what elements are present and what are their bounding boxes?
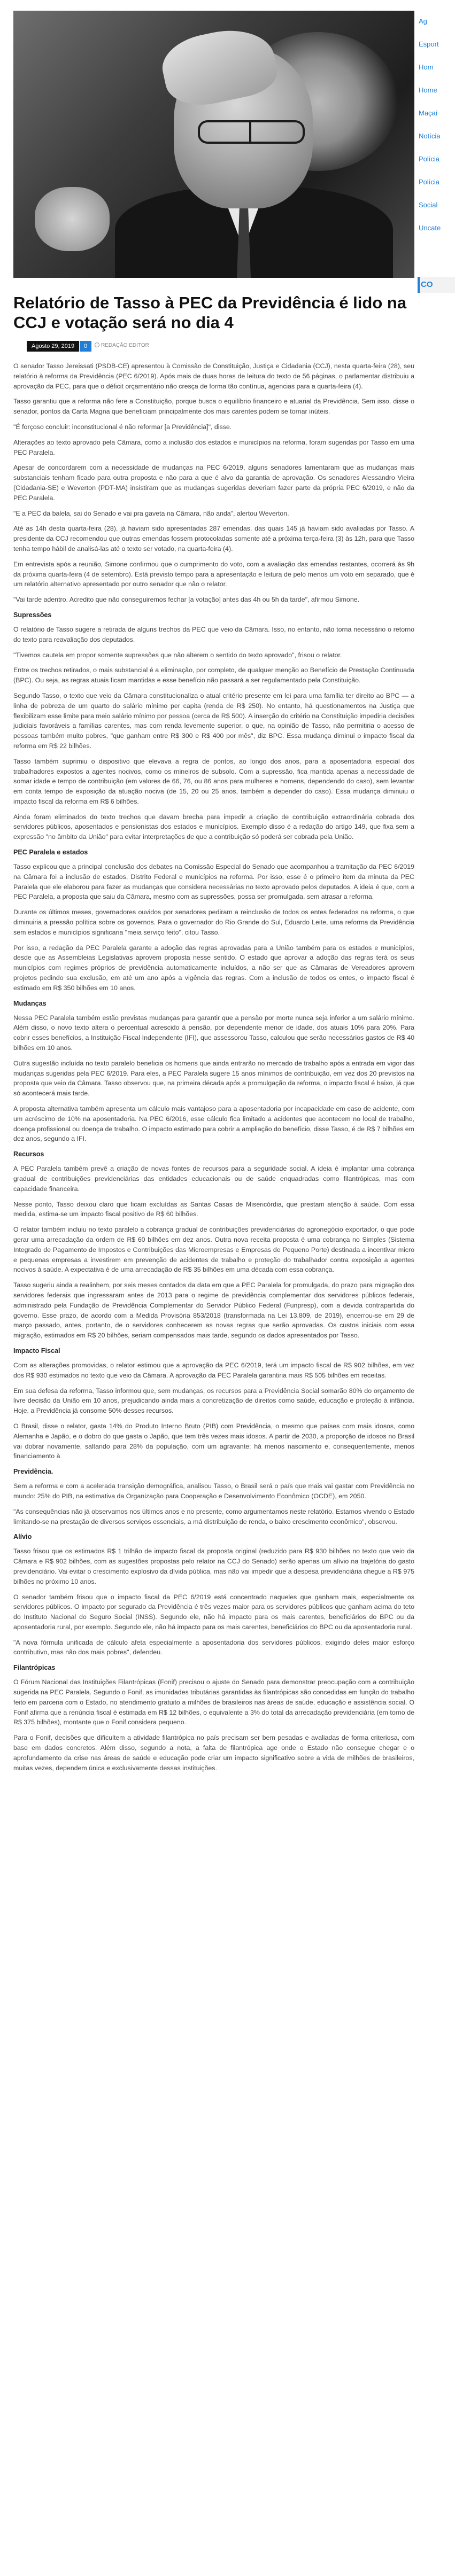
sidebar	[414, 0, 455, 2576]
comment-count-badge[interactable]: 0	[80, 341, 91, 352]
article-paragraph: Tasso garantiu que a reforma não fere a Constituição, porque busca o equilíbrio financeiro e atuarial da Previdência. Sem isso, disse o senador, pontos da Carta Magna que beneficiam principalmente dos mais carentes podem se tornar inúteis.	[13, 398, 414, 416]
article-paragraph: Segundo Tasso, o texto que veio da Câmara constitucionaliza o atual critério presente em lei para uma família ter direito ao BPC — a linha de pobreza de um quarto do salário mínimo per capita (renda de R$ 250). No entanto, há questionamentos na Justiça que flexibilizam esse limite para meio salário mínimo por pessoa (cerca de R$ 500). A inserção do critério na Constituição impediria decisões judiciais favoráveis a famílias carentes, mas com renda levemente superior, o que, na opinião de Tasso, não permitiria o acesso de pessoas também muito pobres, "que ganham entre R$ 300 e R$ 400 por mês", diz BPC. Essa mudança diminui o impacto fiscal da reforma em R$ 22 bilhões.	[13, 691, 414, 750]
author-link[interactable]: REDAÇÃO EDITOR	[95, 343, 149, 348]
sidebar-category-link[interactable]: Uncate	[419, 224, 441, 232]
section-heading: PEC Paralela e estados	[13, 849, 88, 857]
article-paragraph: "E a PEC da balela, sai do Senado e vai pra gaveta na Câmara, não anda", alertou Weverton.	[13, 509, 289, 517]
article-paragraph: Tasso sugeriu ainda a realinhem, por seis meses contados da data em que a PEC Paralela for promulgada, do prazo para migração dos servidores federais que ingressaram antes de 2013 para o regime de previdência complementar dos servidores públicos federais, administrado pela Fundação de Previdência Complementar do Servidor Público Federal (Funpresp), com a devida contrapartida do governo. Esse prazo, de acordo com a Medida Provisória 853/2018 (transformada na Lei 13.809, de 2019), encerrou-se em 29 de março passado, antes, portanto, de o servidores conhecerem as novas regras que serão aprovadas. Os custos iniciais com essa migração, estimados em R$ 20 bilhões, seriam compensados mais tarde, segundo os dados apresentados por Tasso.	[13, 1281, 414, 1340]
article-body	[13, 361, 414, 1778]
article-paragraph: Para o Fonif, decisões que dificultem a atividade filantrópica no país precisam ser bem pesadas e avaliadas de forma criteriosa, com base em dados concretos. Além disso, segundo a nota, a falta de filantrópica age onde o Estado não consegue chegar e o aprofundamento da crise nas áreas de saúde e educação pode criar um impacto significativo sobre a vida de milhões de brasileiros, muitas vezes, dependem única e exclusivamente dessas instituições.	[13, 1734, 414, 1772]
article-paragraph: "A nova fórmula unificada de cálculo afeta especialmente a aposentadoria dos servidores públicos, exigindo deles maior esforço contributivo, mas não dos mais pobres", defendeu.	[13, 1638, 414, 1656]
article-paragraph: A proposta alternativa também apresenta um cálculo mais vantajoso para a aposentadoria por incapacidade em caso de acidente, com um acréscimo de 10% na aposentadoria. Na PEC 6/2016, esse cálculo fica limitado a acidentes que acontecem no local de trabalho, doença profissional ou doença de trabalho. O impacto estimado para cobrir a ampliação do benefício, disse Tasso, é de R$ 7 bilhões em dez anos, segundo a IFI.	[13, 1105, 414, 1143]
sidebar-category-link[interactable]: Notícia	[419, 132, 441, 140]
sidebar-category-list	[414, 16, 455, 246]
date-badge: Agosto 29, 2019	[27, 341, 79, 352]
article-paragraph: O Fórum Nacional das Instituições Filantrópicas (Fonif) precisou o ajuste do Senado para demonstrar preocupação com a contribuição sugerida na PEC Paralela. Segundo o Fonif, as imunidades tributárias garantidas às filantrópicas são concedidas em função do trabalho feito em parceria com o Estado, no atendimento gratuito a milhões de brasileiros nas áreas de saúde, educação e assistência social. O Fonif afirma que a renúncia fiscal é estimada em R$ 12 bilhões, o equivalente a 3% do total da arrecadação previdenciária (em torno de R$ 375 bilhões), montante que o Fonif considera pequeno.	[13, 1678, 414, 1726]
article-paragraph: O senador Tasso Jereissati (PSDB-CE) apresentou à Comissão de Constituição, Justiça e Cidadania (CCJ), nesta quarta-feira (28), seu relatório à reforma da Previdência (PEC 6/2019). Após mais de duas horas de leitura do texto de 56 páginas, o parlamentar distribuiu a aprovação da PEC, para que o déficit orçamentário não cresça de forma tão contínua, agencias para a quarta-feira (4).	[13, 362, 414, 390]
article-paragraph: Entre os trechos retirados, o mais substancial é a eliminação, por completo, de qualquer menção ao Benefício de Prestação Continuada (BPC). Ou seja, as regras atuais ficam mantidas e esse benefício não passará a ser regulamentado pela Constituição.	[13, 666, 414, 684]
user-icon	[95, 343, 99, 347]
article-paragraph: "Tivemos cautela em propor somente supressões que não alterem o sentido do texto aprovado", frisou o relator.	[13, 651, 342, 659]
article-paragraph: Em entrevista após a reunião, Simone confirmou que o cumprimento do voto, com a avaliação das emendas restantes, ocorrerá às 9h da próxima quarta-feira (4 de setembro). Está previsto tempo para a apresentação e leitura de pelo menos um voto em separado, que é um relatório alternativo apresentado por outro senador que não o relator.	[13, 560, 414, 588]
article-paragraph: Alterações ao texto aprovado pela Câmara, como a inclusão dos estados e municípios na reforma, foram sugeridas por Tasso em uma PEC Paralela.	[13, 438, 414, 456]
section-heading: Filantrópicas	[13, 1664, 56, 1672]
article-paragraph: Outra sugestão incluída no texto paralelo beneficia os homens que ainda entrarão no mercado de trabalho após a entrada em vigor das mudanças sugeridas pela PEC 6/2019. Para eles, a PEC Paralela sugere 15 anos mínimos de contribuição, em vez dos 20 previstos na proposta que veio da Câmara. Tasso observou que, na primeira década após a promulgação da reforma, o impacto fiscal é baixo, já que só acontecerá mais tarde.	[13, 1059, 414, 1098]
sidebar-section-title: CO	[421, 280, 433, 289]
sidebar-category-link[interactable]: Polícia	[419, 178, 440, 186]
sidebar-category-link[interactable]: Esport	[419, 40, 439, 48]
article-paragraph: O relatório de Tasso sugere a retirada de alguns trechos da PEC que veio da Câmara. Isso, no entanto, não torna necessário o retorno do texto para reavaliação dos deputados.	[13, 625, 414, 643]
section-heading: Supressões	[13, 611, 52, 619]
section-heading: Alívio	[13, 1533, 32, 1541]
article-paragraph: O senador também frisou que o impacto fiscal da PEC 6/2019 está concentrado naqueles que ganham mais, especialmente os servidores públicos. O impacto por segurado da Previdência é três vezes maior para os servidores públicos que ganham acima do teto do Instituto Nacional do Seguro Social (INSS). Segundo ele, não há impacto para os mais carentes, beneficiários do BPC ou da aposentadoria rural, por exemplo. Segundo ele, não há impacto para os mais carentes, beneficiários do BPC ou da aposentadoria rural.	[13, 1593, 414, 1631]
sidebar-category-link[interactable]: Polícia	[419, 155, 440, 163]
section-heading: Previdência.	[13, 1468, 53, 1476]
article-paragraph: Tasso também suprimiu o dispositivo que elevava a regra de pontos, ao longo dos anos, para a aposentadoria especial dos trabalhadores expostos a agentes nocivos, como os mineiros de subsolo. Com a supressão, fica mantida apenas a necessidade de somar idade e tempo de contribuição (em valores de 66, 76, ou 86 anos para mulheres e homens, dependendo do caso), sem levantar em conta tempo de exposição da atuação nociva (de 15, 20 ou 25 anos, também a depender do caso). Essa mudança diminuiu o impacto fiscal da reforma em R$ 6 bilhões.	[13, 757, 414, 805]
article-paragraph: Tasso frisou que os estimados R$ 1 trilhão de impacto fiscal da proposta original (reduzido para R$ 930 bilhões no texto que veio da Câmara e R$ 902 bilhões, com as sugestões propostas pelo relator na CCJ do Senado) serão apenas um alívio na trajetória do gasto previdenciário. Vai evitar o crescimento explosivo da dívida pública, mas não vai impedir que a despesa previdenciária chegue a R$ 975 bilhões no próximo 10 anos.	[13, 1547, 414, 1585]
sidebar-category-link[interactable]: Social	[419, 201, 438, 209]
section-heading: Impacto Fiscal	[13, 1347, 60, 1355]
sidebar-category-link[interactable]: Ag	[419, 17, 427, 25]
article-hero-image	[13, 11, 414, 278]
sidebar-category-link[interactable]: Home	[419, 86, 437, 94]
article-paragraph: Durante os últimos meses, governadores ouvidos por senadores pediram a reinclusão de todos os entes federados na reforma, o que diminuiria a pressão política sobre os governos. Para o governador do Rio Grande do Sul, Eduardo Leite, uma reforma da Previdência sem estados e municípios significaria "meia serviço feito", citou Tasso.	[13, 908, 414, 936]
article-title: Relatório de Tasso à PEC da Previdência é lido na CCJ e votação será no dia 4	[13, 293, 407, 332]
article-meta	[13, 341, 414, 353]
section-heading: Recursos	[13, 1150, 44, 1158]
article-paragraph: O Brasil, disse o relator, gasta 14% do Produto Interno Bruto (PIB) com Previdência, o mesmo que países com mais idosos, como Alemanha e Japão, e o dobro do que gasta o Japão, que tem três vezes mais idosos. A partir de 2030, a proporção de idosos no Brasil vai dobrar novamente, saltando para 28% da população, com um agravante: há menos nascimento e, consequentemente, menos financiamento à	[13, 1422, 414, 1460]
section-heading: Mudanças	[13, 999, 47, 1007]
article-paragraph: Nessa PEC Paralela também estão previstas mudanças para garantir que a pensão por morte nunca seja inferior a um salário mínimo. Além disso, o novo texto altera o percentual acrescido à pensão, por dependente menor de idade, dos atuais 10% para 20%. Para cobrir esses benefícios, a Instituição Fiscal Independente (IFI), que assessorou Tasso, calculou que serão necessários gastos de R$ 40 bilhões em 10 anos.	[13, 1014, 414, 1052]
sidebar-category-link[interactable]: Maçaí	[419, 109, 438, 117]
article-paragraph: Ainda foram eliminados do texto trechos que davam brecha para impedir a criação de contribuição extraordinária cobrada dos servidores públicos, aposentados e pensionistas dos estados e municípios. Exemplo disso é a redação do artigo 149, que fixa sem a expressão "no âmbito da União" para evitar interpretações de que a contribuição só poderá ser cobrada pela União.	[13, 813, 414, 841]
article-paragraph: O relator também incluiu no texto paralelo a cobrança gradual de contribuições previdenciárias do agronegócio exportador, o que pode gerar uma arrecadação da ordem de R$ 60 bilhões em dez anos. Outra nova receita proposta é uma cobrança no Simples (Sistema Integrado de Pagamento de Impostos e Contribuições das Microempresas e Empresas de Pequeno Porte) destinada a incentivar micro e pequenas empresas a investirem em prevenção de acidentes de trabalho e proteção do trabalhador contra exposição a agentes nocivos à saúde. A expectativa é de uma arrecadação de R$ 35 bilhões em uma década com essa cobrança.	[13, 1226, 414, 1274]
article-paragraph: "Vai tarde adentro. Acredito que não conseguiremos fechar [a votação] antes das 4h ou 5h da tarde", afirmou Simone.	[13, 596, 360, 604]
article-paragraph: Apesar de concordarem com a necessidade de mudanças na PEC 6/2019, alguns senadores lamentaram que as mudanças mais substanciais tenham ficado para outra proposta e não para a que é alvo da garantia de aprovação. Os senadores Alessandro Vieira (Cidadania-SE) e Weverton (PDT-MA) insistiram que as mudanças sugeridas deveriam fazer parte da própria PEC 6/2019, e não da PEC Paralela.	[13, 464, 414, 502]
article-paragraph: Até as 14h desta quarta-feira (28), já haviam sido apresentadas 287 emendas, das quais 145 já haviam sido avaliadas por Tasso. A presidente da CCJ recomendou que outras emendas fossem protocoladas somente até a próxima terça-feira (3) às 12h, para que Tasso tenha tempo hábil de analisá-las até o texto ser votado, na quarta-feira (4).	[13, 525, 414, 552]
sidebar-category-link[interactable]: Hom	[419, 63, 434, 71]
article-paragraph: Em sua defesa da reforma, Tasso informou que, sem mudanças, os recursos para a Previdência Social somarão 80% do orçamento de livre decisão da União em 10 anos, prejudicando ainda mais a concretização de direitos como saúde, educação e proteção à infância. Hoje, a Previdência já consome 50% desses recursos.	[13, 1387, 414, 1415]
article-paragraph: A PEC Paralela também prevê a criação de novas fontes de recursos para a seguridade social. A ideia é implantar uma cobrança gradual de contribuições previdenciárias das entidades educacionais ou de saúde enquadradas como filantrópicas, mas com capacidade financeira.	[13, 1165, 414, 1193]
article-paragraph: Por isso, a redação da PEC Paralela garante a adoção das regras aprovadas para a União também para os estados e municípios, desde que as Assembleias Legislativas aprovem proposta nesse sentido. O estado que aprovar a adoção das regras terá os seus municípios com regimes próprios de previdência automaticamente incluídos, a não ser que as Câmaras de Vereadores aprovem projetos pedindo sua exclusão, em até um ano após a vigência das regras. Com a inclusão de todos os entes, o impacto fiscal é estimado em R$ 350 bilhões em 10 anos.	[13, 944, 414, 992]
article-paragraph: Com as alterações promovidas, o relator estimou que a aprovação da PEC 6/2019, terá um impacto fiscal de R$ 902 bilhões, em vez dos R$ 930 estimados no texto que veio da Câmara. A aprovação da PEC Paralela garantiria mais R$ 505 bilhões em receitas.	[13, 1361, 414, 1379]
article-paragraph: Tasso explicou que a principal conclusão dos debates na Comissão Especial do Senado que acompanhou a tramitação da PEC 6/2019 na Câmara foi a inclusão de estados, Distrito Federal e municípios na reforma. Por isso, esse é o primeiro item da minuta da PEC Paralela que ele elaborou para fazer as mudanças que considera necessárias no texto aprovado pelos deputados. A ideia é que, com a PEC Paralela, a proposta que saiu da Câmara, mesmo com as supressões, possa ser promulgada, sem atrasar a reforma.	[13, 863, 414, 901]
article-paragraph: "É forçoso concluir: inconstitucional é não reformar [a Previdência]", disse.	[13, 423, 232, 431]
article-paragraph: "As consequências não já observamos nos últimos anos e no presente, como argumentamos neste relatório. Estamos vivendo o Estado limitando-se na prestação de diversos serviços essenciais, a má distribuição de renda, o baixo crescimento econômico", observou.	[13, 1507, 414, 1526]
article-paragraph: Nesse ponto, Tasso deixou claro que ficam excluídas as Santas Casas de Misericórdia, que prestam atenção à saúde. Com essa medida, estima-se um impacto fiscal positivo de R$ 60 bilhões.	[13, 1200, 414, 1218]
article-paragraph: Sem a reforma e com a acelerada transição demográfica, analisou Tasso, o Brasil será o país que mais vai gastar com Previdência no mundo: 25% do PIB, na estimativa da Organização para Cooperação e Desenvolvimento Econômico (OCDE), em 2050.	[13, 1482, 414, 1500]
